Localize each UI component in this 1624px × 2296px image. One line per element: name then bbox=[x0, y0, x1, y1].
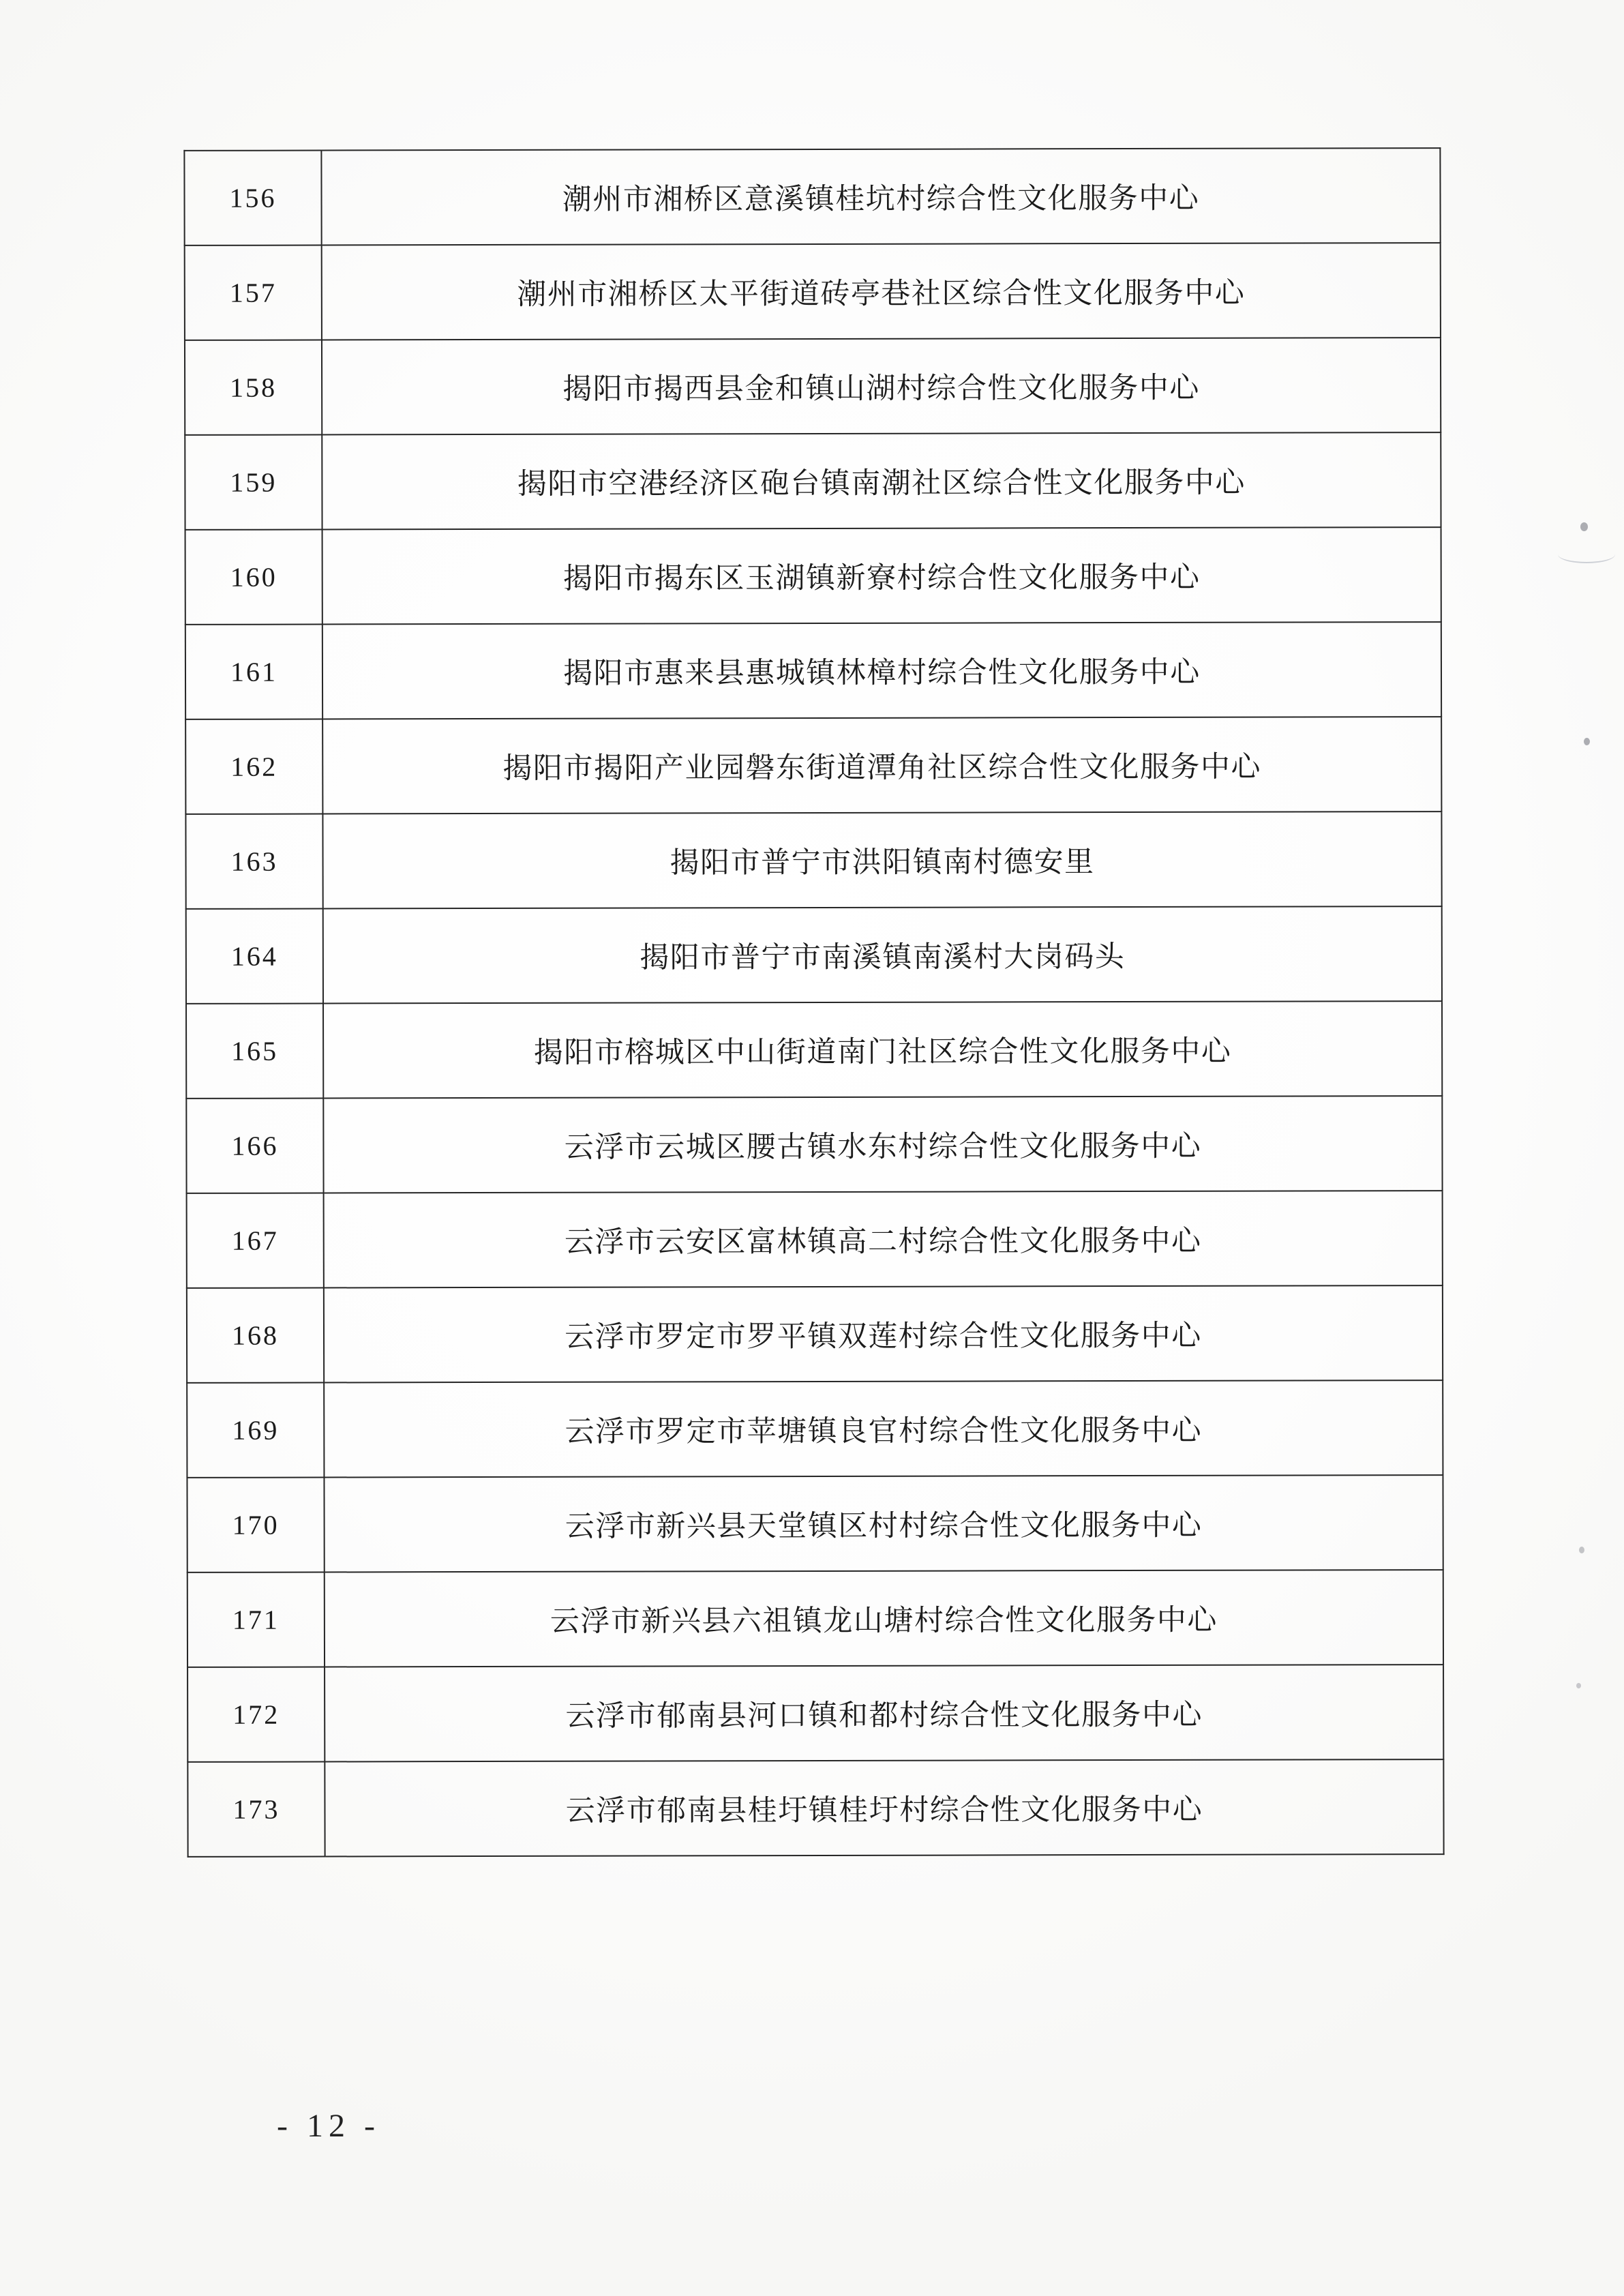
facility-name-cell: 揭阳市榕城区中山街道南门社区综合性文化服务中心 bbox=[323, 1001, 1442, 1098]
table-row bbox=[185, 527, 1441, 625]
facility-name-cell: 揭阳市揭东区玉湖镇新寮村综合性文化服务中心 bbox=[322, 527, 1441, 624]
table-row bbox=[187, 1475, 1443, 1572]
row-index-cell: 157 bbox=[185, 245, 322, 340]
table-body bbox=[184, 148, 1443, 1857]
table-row bbox=[185, 622, 1441, 719]
table-row bbox=[184, 148, 1440, 245]
scan-smudge-icon bbox=[1558, 546, 1615, 563]
table-row bbox=[187, 1191, 1443, 1288]
facility-name-cell: 云浮市云城区腰古镇水东村综合性文化服务中心 bbox=[323, 1096, 1442, 1193]
row-index-cell: 170 bbox=[187, 1478, 324, 1572]
row-index-cell: 166 bbox=[186, 1099, 323, 1193]
facility-name-cell: 潮州市湘桥区太平街道砖亭巷社区综合性文化服务中心 bbox=[322, 243, 1441, 340]
row-index-cell: 161 bbox=[185, 625, 322, 719]
table-row bbox=[185, 243, 1441, 340]
facility-name-cell: 云浮市郁南县河口镇和都村综合性文化服务中心 bbox=[325, 1665, 1443, 1761]
row-index-cell: 168 bbox=[187, 1288, 324, 1383]
row-index-cell: 156 bbox=[184, 151, 321, 245]
row-index-cell: 158 bbox=[185, 340, 322, 435]
row-index-cell: 163 bbox=[185, 814, 322, 909]
table-row bbox=[185, 811, 1441, 909]
table-row bbox=[187, 1665, 1443, 1762]
table-row bbox=[185, 338, 1441, 435]
facility-name-cell: 云浮市郁南县桂圩镇桂圩村综合性文化服务中心 bbox=[325, 1759, 1443, 1856]
table-row bbox=[185, 432, 1441, 530]
facility-list-table bbox=[183, 147, 1444, 1858]
row-index-cell: 173 bbox=[187, 1762, 325, 1857]
facility-name-cell: 云浮市云安区富林镇高二村综合性文化服务中心 bbox=[324, 1191, 1443, 1287]
facility-name-cell: 揭阳市普宁市南溪镇南溪村大岗码头 bbox=[323, 906, 1442, 1003]
table-row bbox=[186, 1001, 1442, 1099]
row-index-cell: 160 bbox=[185, 530, 322, 625]
scan-speckle-icon bbox=[1584, 738, 1590, 745]
facility-name-cell: 云浮市罗定市苹塘镇良官村综合性文化服务中心 bbox=[324, 1380, 1443, 1477]
table-row bbox=[187, 1759, 1443, 1857]
table-row bbox=[187, 1570, 1443, 1667]
facility-name-cell: 揭阳市空港经济区砲台镇南潮社区综合性文化服务中心 bbox=[322, 432, 1441, 529]
facility-name-cell: 揭阳市惠来县惠城镇林樟村综合性文化服务中心 bbox=[322, 622, 1441, 719]
facility-name-cell: 揭阳市揭西县金和镇山湖村综合性文化服务中心 bbox=[322, 338, 1441, 434]
table-row bbox=[187, 1285, 1443, 1383]
row-index-cell: 169 bbox=[187, 1383, 324, 1478]
facility-name-cell: 揭阳市揭阳产业园磐东街道潭角社区综合性文化服务中心 bbox=[322, 717, 1441, 814]
scan-speckle-icon bbox=[1576, 1683, 1581, 1688]
facility-name-cell: 潮州市湘桥区意溪镇桂坑村综合性文化服务中心 bbox=[321, 148, 1440, 245]
table-row bbox=[186, 906, 1442, 1004]
table-row bbox=[186, 1096, 1442, 1193]
scan-speckle-icon bbox=[1580, 522, 1588, 531]
page-number: - 12 - bbox=[277, 2108, 380, 2144]
facility-name-cell: 云浮市罗定市罗平镇双莲村综合性文化服务中心 bbox=[324, 1285, 1443, 1382]
facility-name-cell: 云浮市新兴县六祖镇龙山塘村综合性文化服务中心 bbox=[325, 1570, 1443, 1667]
facility-name-cell: 云浮市新兴县天堂镇区村村综合性文化服务中心 bbox=[324, 1475, 1443, 1572]
row-index-cell: 159 bbox=[185, 435, 322, 530]
facility-name-cell: 揭阳市普宁市洪阳镇南村德安里 bbox=[322, 811, 1441, 908]
row-index-cell: 165 bbox=[186, 1004, 323, 1099]
row-index-cell: 172 bbox=[187, 1667, 325, 1762]
row-index-cell: 162 bbox=[185, 719, 322, 814]
row-index-cell: 164 bbox=[186, 909, 323, 1004]
scan-speckle-icon bbox=[1579, 1547, 1584, 1553]
table-row bbox=[185, 717, 1441, 814]
row-index-cell: 167 bbox=[187, 1193, 324, 1288]
table-row bbox=[187, 1380, 1443, 1478]
row-index-cell: 171 bbox=[187, 1572, 325, 1667]
